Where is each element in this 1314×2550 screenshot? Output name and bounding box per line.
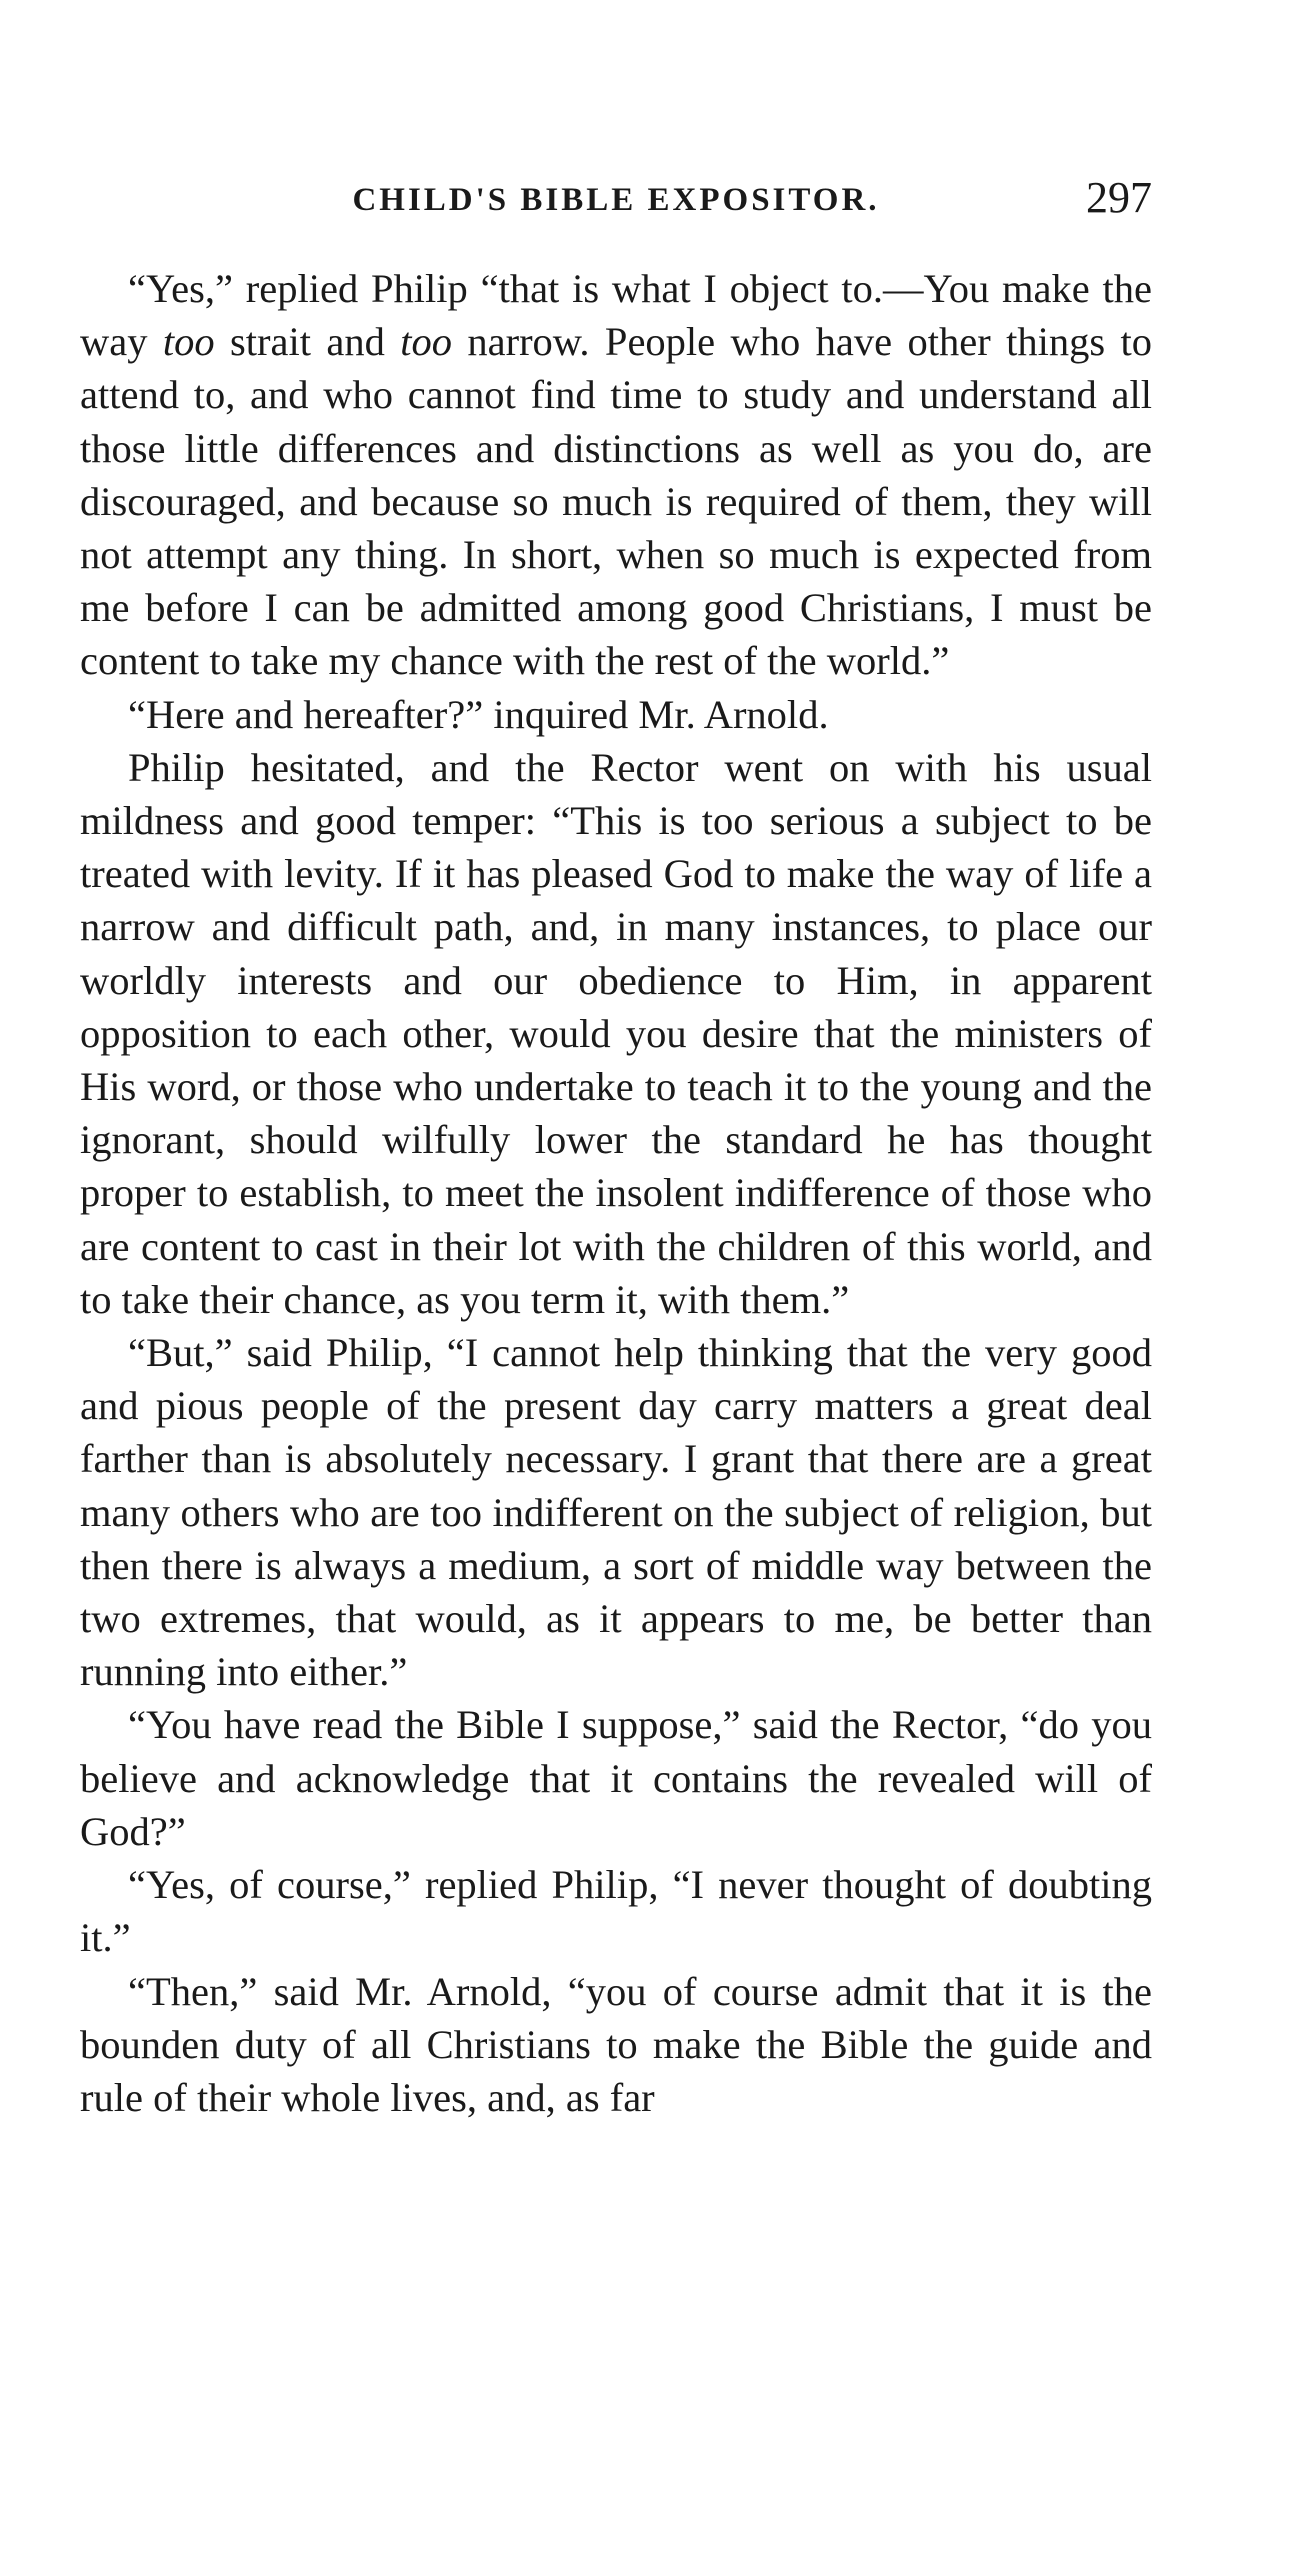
- page-header: [80, 172, 1152, 232]
- paragraph-4: “But,” said Philip, “I cannot help thinking that the very good and pious people of the present day carry matters a great deal farther than is absolutely necessary. I grant that there are a great many others who are too indifferent on the subject of religion, but then there is always a medium, a sort of middle way between the two extremes, that would, as it appears to me, be better than running into either.”: [80, 1330, 1152, 1695]
- paragraph-3: Philip hesitated, and the Rector went on with his usual mildness and good temper: “This is too serious a subject to be treated with levity. If it has pleased God to make the way of life a narrow and difficult path, and, in many instances, to place our worldly interests and our obedience to Him, in apparent opposition to each other, would you desire that the ministers of His word, or those who undertake to teach it to the young and the ignorant, should wilfully lower the standard he has thought proper to establish, to meet the insolent indifference of those who are content to cast in their lot with the children of this world, and to take their chance, as you term it, with them.”: [80, 744, 1152, 1322]
- running-title: CHILD'S BIBLE EXPOSITOR.: [352, 182, 880, 218]
- paragraph-1-emphasis-2: too: [400, 319, 452, 365]
- paragraph-1: [80, 262, 1152, 688]
- paragraph-5: “You have read the Bible I suppose,” said the Rector, “do you believe and acknowledge that it contains the revealed will of God?”: [80, 1702, 1152, 1854]
- paragraph-1-text-b: strait and: [214, 319, 401, 365]
- paragraph-1-text-a: “Yes,” replied Philip “that is what I object to.—You make the way: [80, 266, 1152, 365]
- paragraph-1-text-c: narrow. People who have other things to attend to, and who cannot find time to study and understand all those little differences and distinctions as well as you do, are discouraged, and because so much is required of them, they will not attempt any thing. In short, when so much is expected from me before I can be admitted among good Christians, I must be content to take my chance with the rest of the world.”: [80, 319, 1152, 684]
- paragraph-1-emphasis-1: too: [162, 319, 215, 365]
- page-number: 297: [1086, 173, 1152, 222]
- body-text: [80, 262, 1152, 2124]
- paragraph-2: “Here and hereafter?” inquired Mr. Arnold.: [128, 691, 829, 737]
- paragraph-6: “Yes, of course,” replied Philip, “I never thought of doubting it.”: [80, 1862, 1152, 1961]
- paragraph-7: “Then,” said Mr. Arnold, “you of course admit that it is the bounden duty of all Christians to make the Bible the guide and rule of their whole lives, and, as far: [80, 1968, 1152, 2120]
